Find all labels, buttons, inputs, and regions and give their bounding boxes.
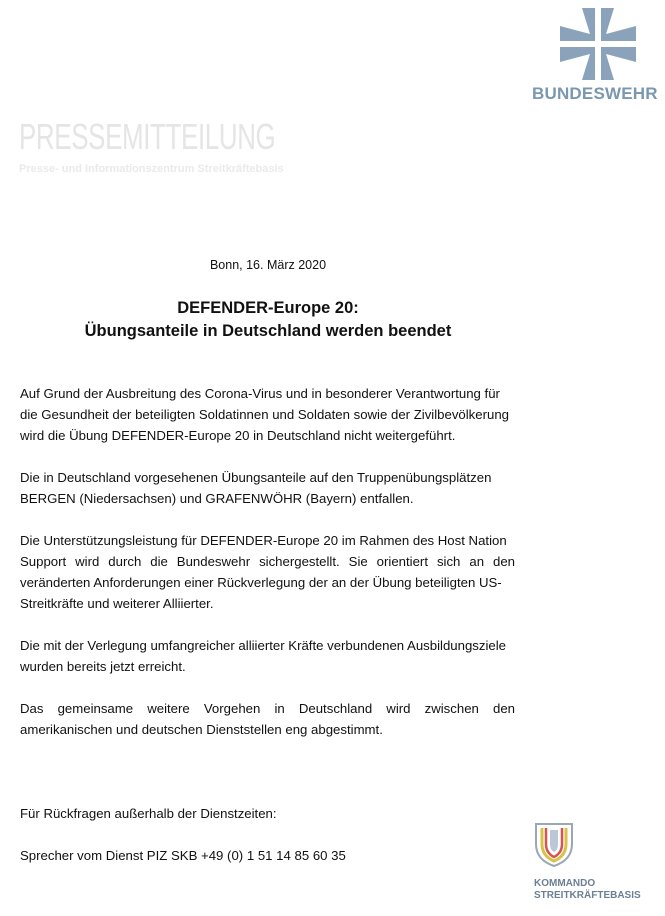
headline bbox=[0, 297, 536, 343]
paragraph bbox=[20, 635, 515, 677]
paragraph-line: Das gemeinsame weitere Vorgehen in Deutschland wird zwischen den bbox=[20, 701, 515, 716]
paragraph-line: Die Unterstützungsleistung für DEFENDER-Europe 20 im Rahmen des Host Nation bbox=[20, 533, 507, 548]
bundeswehr-logo-text: BUNDESWEHR bbox=[532, 84, 658, 103]
paragraph-line: Auf Grund der Ausbreitung des Corona-Virus und in besonderer Verantwortung für bbox=[20, 386, 500, 401]
kommando-line-1: KOMMANDO bbox=[534, 878, 596, 889]
bundeswehr-cross-icon bbox=[560, 8, 636, 80]
headline-line-2: Übungsanteile in Deutschland werden beendet bbox=[84, 322, 452, 340]
paragraph-line: Die in Deutschland vorgesehenen Übungsanteile auf den Truppenübungsplätzen bbox=[20, 470, 492, 485]
paragraph bbox=[20, 698, 515, 740]
paragraph-line: wird die Übung DEFENDER-Europe 20 in Deutschland nicht weitergeführt. bbox=[20, 428, 456, 443]
kommando-shield-icon bbox=[532, 820, 576, 868]
headline-line-1: DEFENDER-Europe 20: bbox=[177, 299, 359, 317]
paragraph-line: die Gesundheit der beteiligten Soldatinnen und Soldaten sowie der Zivilbevölkerung bbox=[20, 407, 509, 422]
paragraph-line: veränderten Anforderungen einer Rückverlegung der an der Übung beteiligten US- bbox=[20, 575, 502, 590]
contact-question: Für Rückfragen außerhalb der Dienstzeiten: bbox=[20, 806, 277, 821]
paragraph-line: BERGEN (Niedersachsen) und GRAFENWÖHR (Bayern) entfallen. bbox=[20, 491, 414, 506]
body-text bbox=[20, 383, 515, 761]
contact-speaker: Sprecher vom Dienst PIZ SKB +49 (0) 1 51 14 85 60 35 bbox=[20, 848, 346, 863]
paragraph-line: Streitkräfte und weiterer Alliierter. bbox=[20, 596, 214, 611]
press-release-title: PRESSEMITTEILUNG bbox=[19, 116, 276, 157]
paragraph-line: wurden bereits jetzt erreicht. bbox=[20, 659, 186, 674]
kommando-logo-text bbox=[534, 878, 641, 902]
release-date: Bonn, 16. März 2020 bbox=[209, 258, 327, 272]
paragraph-line: amerikanischen und deutschen Dienststellen eng abgestimmt. bbox=[20, 722, 383, 737]
kommando-line-2: STREITKRÄFTEBASIS bbox=[534, 890, 641, 901]
press-release-subtitle: Presse- und Informationszentrum Streitkräftebasis bbox=[19, 163, 284, 175]
paragraph bbox=[20, 530, 515, 614]
paragraph-line: Support wird durch die Bundeswehr sichergestellt. Sie orientiert sich an den bbox=[20, 554, 515, 569]
paragraph bbox=[20, 467, 515, 509]
paragraph-line: Die mit der Verlegung umfangreicher alliierter Kräfte verbundenen Ausbildungsziele bbox=[20, 638, 507, 653]
paragraph bbox=[20, 383, 515, 446]
